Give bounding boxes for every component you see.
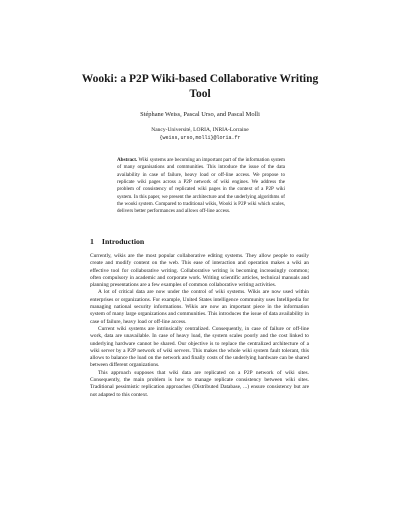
body-paragraph: Current wiki systems are intrinsically centralized. Consequently, in case of failure or off-line work, data are unavailable. In case of heavy load, the system scales poorly and the cost linked to underlying hardware cannot be shared. Our objective is to replace the centralized architecture of a wiki server by a P2P network of wiki servers. This makes the whole wiki system fault tolerant, this allows to balance the load on the network and finally costs of the underlying hardware can be shared between different organizations. — [90, 325, 309, 369]
body-paragraph: Currently, wikis are the most popular collaborative editing systems. They allow people to easily create and modify content on the web. This ease of interaction and operation makes a wiki an effective tool for collaborative writing. Collaborative writing is becoming increasingly common; often compulsory in academic and corporate work. Writing scientific articles, technical manuals and planning presentations are a few examples of common collaborative writing activities. — [90, 253, 309, 289]
abstract — [117, 157, 285, 216]
title-line-1: Wooki: a P2P Wiki-based Collaborative Writing — [81, 73, 319, 85]
affiliation-block — [40, 127, 360, 142]
body-paragraph: A lot of critical data are now under the control of wiki systems. Wikis are now used within enterprises or organizations. For example, United States intelligence community uses Intellipedia for managing national security informations. Wikis are now an important piece in the information system of many large organizations and communities. This introduces the issue of data availability in case of failure, heavy load or off-line access. — [90, 289, 309, 325]
authors: Stéphane Weiss, Pascal Urso, and Pascal Molli — [140, 111, 260, 118]
section-title: Introduction — [101, 237, 145, 246]
affiliation: Nancy-Université, LORIA, INRIA-Lorraine — [151, 127, 249, 133]
section-body — [90, 253, 309, 399]
section-heading — [90, 237, 144, 246]
abstract-text: Wiki systems are becoming an important part of the information system of many organisations and communities. This introduce the issue of the data availability in case of failure, heavy load or off-line access. We propose to replicate wiki pages across a P2P network of wiki engines. We address the problem of consistency of replicated wiki pages in the context of a P2P wiki system. In this paper, we present the architecture and the underlying algorithms of the wooki system. Compared to traditional wikis, Wooki is P2P wiki which scales, delivers better performances and allows off-line access. — [117, 157, 285, 215]
title-line-2: Tool — [189, 88, 211, 100]
abstract-label: Abstract. — [117, 157, 138, 163]
paper-title — [40, 72, 360, 102]
section-number: 1 — [90, 237, 94, 246]
body-paragraph: This approach supposes that wiki data are replicated on a P2P network of wiki sites. Consequently, the main problem is how to manage replicate consistency between wiki sites. Traditional pessimistic replication approaches (Distributed Database, ...) ensure consistency but are not adapted to this context. — [90, 369, 309, 398]
author-email: {weiss,urso,molli}@loria.fr — [159, 134, 241, 141]
